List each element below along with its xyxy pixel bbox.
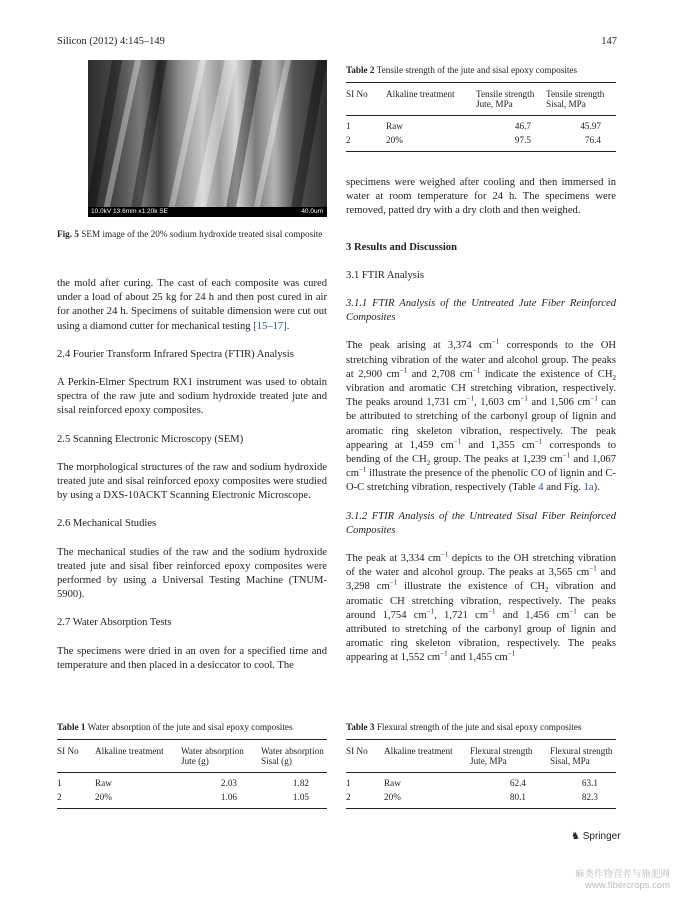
paragraph-weighing: specimens were weighed after cooling and then immersed in water at room temperature for 24 h. The specimens were removed, patted dry with a dry cloth and then weighed. [346,177,616,217]
paragraph-curing: the mold after curing. The cast of each composite was cured under a load of about 25 kg for 24 h and then post cured in air for another 24 h. Specimens of suitable dimension were cut out using a diamond cutter for mechanical testing [15–17]. [57,278,327,332]
table-1 [57,721,327,809]
paragraph-water: The specimens were dried in an oven for a specified time and temperature and then placed in a desiccator to cool. The [57,645,327,671]
table-header-row: SI No Alkaline treatment Tensile strength Jute, MPa Tensile strength Sisal, MPa [346,88,605,109]
watermark-cn: 麻类作物营养与施肥网 [574,869,670,880]
section-heading-3: 3 Results and Discussion [346,241,457,253]
figure-label: Fig. 5 [57,229,79,239]
section-heading-3-1-2: 3.1.2 FTIR Analysis of the Untreated Sisal Fiber Reinforced Composites [346,510,616,536]
table-header-row: SI No Alkaline treatment Water absorption Jute (g) Water absorption Sisal (g) [57,745,324,766]
paragraph-sisal-ftir: The peak at 3,334 $cm^{-1}$ depicts to the OH stretching vibration of the water and alcohol group. The peaks at 3,565 $cm^{-1}$ and 3,298 $cm^{-1}$ illustrate the existence of $CH_2$ vibration and aromatic CH stretching vibration, respectively. The peaks around 1,754 $cm^{-1}$, 1,721 $cm^{-1}$ and 1,456 $cm^{-1}$ can be attributed to stretching of the carbonyl group of lignin and aromatic ring skeleton vibration, respectively. The peaks appearing at 1,552 $cm^{-1}$ and 1,455 $cm^{-1}$ [346,550,616,664]
table-row: 2 20% 80.1 82.3 [346,791,598,802]
left-column [57,277,327,673]
springer-horse-icon: ♞ [571,831,580,842]
table-row: 2 20% 1.06 1.05 [57,791,309,802]
table-2 [346,64,616,152]
sem-image [88,60,327,217]
table-label: Table 1 [57,722,86,732]
figure-caption [57,228,327,241]
table-title: Water absorption of the jute and sisal epoxy composites [87,722,293,732]
table-title: Flexural strength of the jute and sisal epoxy composites [376,722,582,732]
table-title: Tensile strength of the jute and sisal epoxy composites [376,65,578,75]
figure-caption-text: SEM image of the 20% sodium hydroxide treated sisal composite [78,229,323,239]
paragraph-mechanical: The mechanical studies of the raw and the sodium hydroxide treated jute and sisal fiber reinforced epoxy composites were performed by using a Universal Testing Machine (TNUM-5900). [57,546,327,601]
table-row: 1 Raw 2.03 1.82 [57,777,309,788]
data-table [346,89,616,109]
watermark [470,866,670,891]
running-header-page: 147 [601,36,617,47]
publisher-logo [571,831,621,842]
table-row: 2 20% 97.5 76.4 [346,134,601,145]
sem-info-bar [88,207,327,217]
table-label: Table 2 [346,65,375,75]
citation-link[interactable]: [15–17] [253,320,287,332]
watermark-url: www.fibercrops.com [585,880,670,891]
section-heading-2-6: 2.6 Mechanical Studies [57,518,157,530]
section-heading-2-4: 2.4 Fourier Transform Infrared Spectra (FTIR) Analysis [57,348,294,360]
table-4-link[interactable]: 4 [538,482,544,494]
sem-info-text: 10.0kV 13.6mm x1.20k SE [91,208,168,215]
paragraph-ftir: A Perkin-Elmer Spectrum RX1 instrument was used to obtain spectra of the raw jute and sodium hydroxide treated jute and sisal reinforced epoxy composites. [57,377,327,417]
paragraph-jute-ftir: The peak arising at 3,374 $cm^{-1}$ corresponds to the OH stretching vibration of the water and alcohol group. The peaks at 2,900 $cm^{-1}$ and 2,708 $cm^{-1}$ indicate the existence of $CH_2$ vibration and aromatic CH stretching vibration, respectively. The peaks around 1,731 $cm^{-1}$, 1,603 $cm^{-1}$ and 1,506 $cm^{-1}$ can be attributed to stretching of the carbonyl group of lignin and aromatic ring skeleton vibration, respectively. The peak appearing at 1,459 $cm^{-1}$ and 1,355 $cm^{-1}$ corresponds to bending of the $CH_2$ group. The peaks at 1,239 $cm^{-1}$ and 1,067 $cm^{-1}$ illustrate the presence of the phenolic CO of lignin and C-O-C stretching vibration, respectively (Table 4 and Fig. 1a). [346,337,617,494]
figure-1a-link[interactable]: 1a [583,482,594,494]
data-table [346,746,616,766]
right-column [346,176,616,666]
section-heading-2-5: 2.5 Scanning Electronic Microscopy (SEM) [57,433,244,445]
table-label: Table 3 [346,722,375,732]
table-header-row: SI No Alkaline treatment Flexural strength Jute, MPa Flexural strength Sisal, MPa [346,745,613,766]
section-heading-2-7: 2.7 Water Absorption Tests [57,617,172,629]
table-row: 1 Raw 46.7 45.97 [346,120,601,131]
table-row: 1 Raw 62.4 63.1 [346,777,598,788]
table-3 [346,721,616,809]
publisher-name: Springer [582,831,621,842]
running-header-journal: Silicon (2012) 4:145–149 [57,36,165,47]
section-heading-3-1-1: 3.1.1 FTIR Analysis of the Untreated Jute Fiber Reinforced Composites [346,298,616,324]
sem-scale-text: 40.0um [301,208,323,215]
section-heading-3-1: 3.1 FTIR Analysis [346,269,424,281]
paragraph-sem: The morphological structures of the raw and sodium hydroxide treated jute and sisal reinforced epoxy composites were studied by using a DXS-10ACKT Scanning Electronic Microscope. [57,461,327,502]
data-table [57,746,327,766]
